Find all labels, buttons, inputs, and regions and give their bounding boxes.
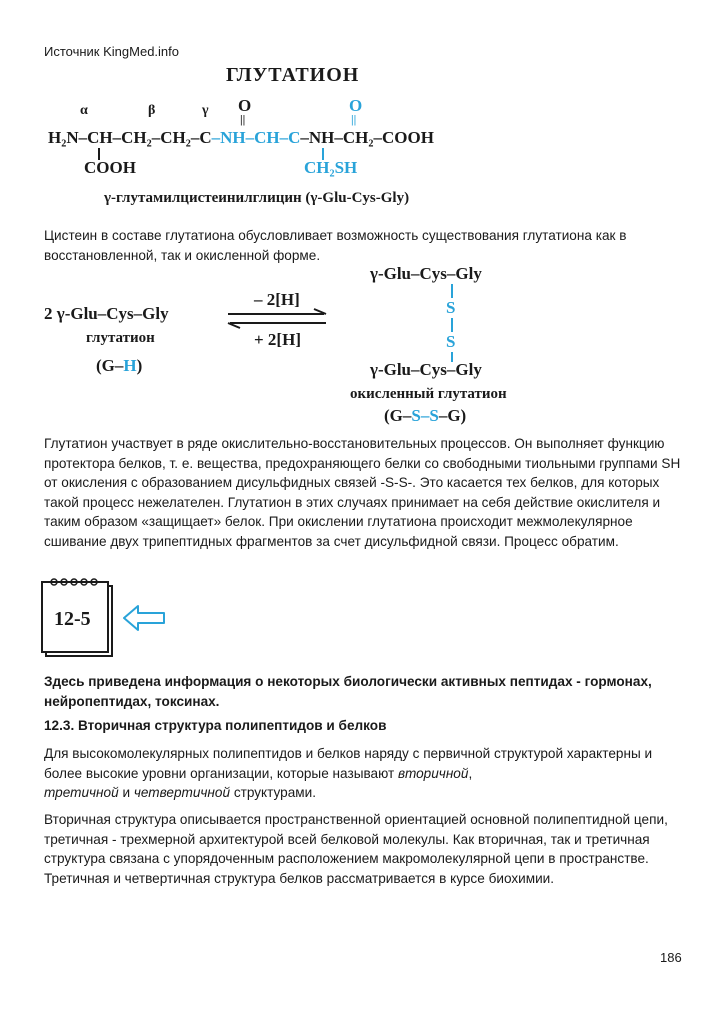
paragraph-4 <box>44 744 684 803</box>
oxidation-label: – 2[H] <box>254 290 300 309</box>
gly-cooh: COOH <box>382 128 434 147</box>
oxidized-glutathione-abbr <box>384 406 466 426</box>
gly-nh: NH <box>308 128 335 147</box>
reduction-label: + 2[H] <box>254 330 301 349</box>
paragraph-3-bold: Здесь приведена информация о некоторых биологически активных пептидах - гормонах, нейропептидах, токсинах. <box>44 674 652 709</box>
paragraph-2: Глутатион участвует в ряде окислительно-восстановительных процессов. Он выполняет функцию протектора белков, т. е. вещества, предохраняющего белки со свободными тиольными группами SH от окисления с образованием дисульфидных связей -S-S-. Это касается тех белков, для которых такой процесс нежелателен. Глутатион в этих случаях принимает на себя действие окислителя и таким образом «защищает» белок. При окислении глутатиона происходит межмолекулярное сшивание двух трипептидных фрагментов за счет дисульфидной связи. Процесс обратим. <box>44 436 681 549</box>
gamma-carbon: CH₂ <box>160 128 191 147</box>
paragraph-5: Вторичная структура описывается пространственной ориентацией основной полипептидной цепи, третичная - трехмерной архитектурой всей белковой молекулы. Как вторичная, так и третичная структура связана с упорядоченным расположением макромолекулярной цепи в пространстве. Третичная и четвертичная структура белков рассматривается в курсе биохимии. <box>44 812 668 886</box>
term-quaternary: четвертичной <box>133 785 231 800</box>
reduced-glutathione-name: глутатион <box>86 330 155 346</box>
source-label: Источник KingMed.info <box>44 44 179 59</box>
bond: – <box>151 128 161 147</box>
beta-carbon: CH₂ <box>121 128 152 147</box>
notebook-label: 12-5 <box>54 608 91 630</box>
thiol-h: H <box>123 356 137 375</box>
bond: – <box>112 128 122 147</box>
bond: – <box>190 128 200 147</box>
page-number: 186 <box>660 950 682 965</box>
reduced-glutathione-formula: 2 γ-Glu–Cys–Gly <box>44 304 169 323</box>
abbr-ss-bond: – <box>420 406 430 425</box>
abbr-prefix: (G– <box>96 356 124 375</box>
conjunction: и <box>118 785 134 800</box>
sulfur-2: S <box>446 332 456 351</box>
glutathione-main-chain <box>48 128 434 148</box>
oxidized-glutathione-name: окисленный глутатион <box>350 386 507 402</box>
equilibrium-arrows-icon <box>224 308 332 330</box>
gamma-label: γ <box>202 103 209 118</box>
ss-bond-middle <box>451 318 453 332</box>
amine-group: H₂N <box>48 128 79 147</box>
carbonyl-oxygen-2: O <box>349 96 363 115</box>
comma: , <box>468 765 473 781</box>
cys-side-chain: CH₂SH <box>304 158 358 177</box>
abbr-sulfur-1: S <box>411 406 421 425</box>
notebook-reference[interactable] <box>40 578 170 660</box>
bond: – <box>373 128 382 147</box>
alpha-label: α <box>80 103 88 118</box>
arrow-left-icon <box>122 604 166 632</box>
bond: – <box>334 128 343 147</box>
abbr-prefix: (G– <box>384 406 412 425</box>
section-heading: 12.3. Вторичная структура полипептидов и белков <box>44 718 387 733</box>
double-bond-1: || <box>240 112 246 126</box>
term-secondary: вторичной <box>398 765 469 781</box>
figure-title: ГЛУТАТИОН <box>226 64 360 86</box>
sulfur-1: S <box>446 298 456 317</box>
abbr-suffix: –G) <box>438 406 467 425</box>
ss-bond-top <box>451 284 453 298</box>
paragraph-4-text: Для высокомолекулярных полипептидов и белков наряду с первичной структурой характерны и более высокие уровни организации, которые называют <box>44 746 653 781</box>
alpha-carbon: CH <box>87 128 113 147</box>
term-tertiary: третичной <box>44 785 119 800</box>
alpha-cooh: COOH <box>84 158 136 177</box>
oxidized-top-formula: γ-Glu–Cys–Gly <box>370 264 482 283</box>
double-bond-2: || <box>351 112 357 126</box>
cys-nh: NH <box>220 128 246 147</box>
gly-ch2: CH₂ <box>342 128 374 147</box>
paragraph-4-end: структурами. <box>230 785 317 800</box>
bond: – <box>245 128 255 147</box>
bond: – <box>78 128 88 147</box>
cys-carbonyl: C <box>288 128 301 147</box>
abbr-sulfur-2: S <box>429 406 439 425</box>
abbr-suffix: ) <box>136 356 143 375</box>
paragraph-1: Цистеин в составе глутатиона обусловливает возможность существования глутатиона как в восстановленной, так и окисленной форме. <box>44 228 627 263</box>
carbonyl-carbon-1: C <box>199 128 212 147</box>
bond: – <box>300 128 309 147</box>
oxidized-bottom-formula: γ-Glu–Cys–Gly <box>370 360 482 379</box>
bond: – <box>279 128 289 147</box>
cys-ch: CH <box>254 128 280 147</box>
bond: – <box>211 128 221 147</box>
figure1-caption: γ-глутамилцистеинилглицин (γ-Glu-Cys-Gly) <box>104 190 410 206</box>
carbonyl-oxygen-1: O <box>238 96 252 115</box>
beta-label: β <box>148 103 156 118</box>
reduced-glutathione-abbr <box>96 356 142 376</box>
